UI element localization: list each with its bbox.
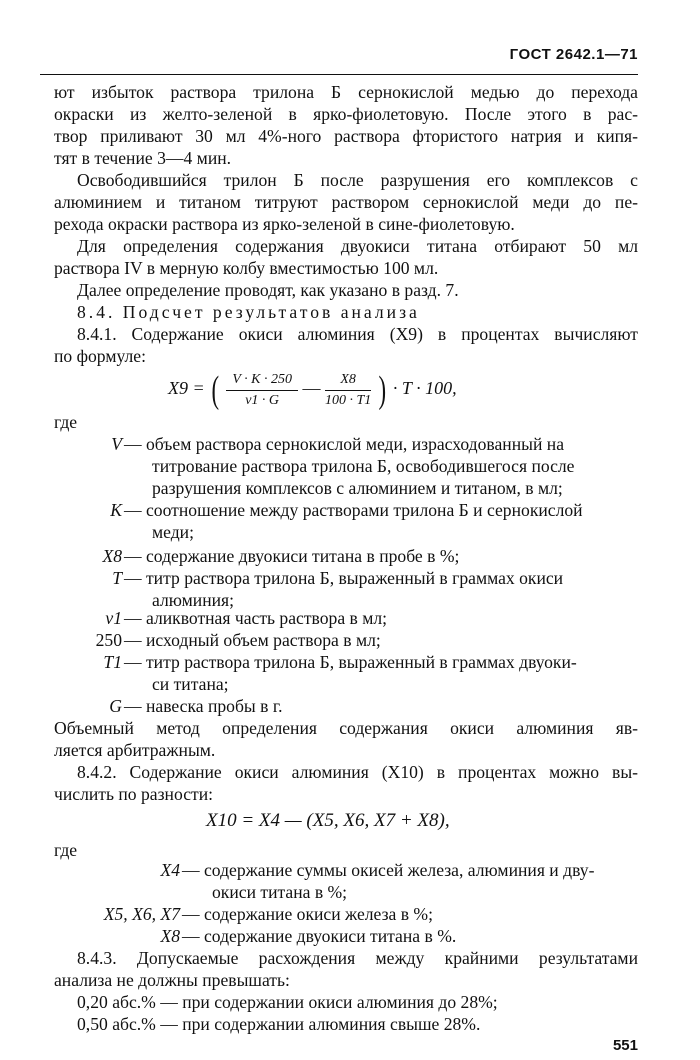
definition-symbol: K: [110, 500, 122, 520]
definition-text: — объем раствора сернокислой меди, израсходованный на: [124, 434, 564, 454]
formula-lhs: X9 =: [168, 378, 205, 399]
where-label: где: [54, 412, 78, 432]
definition-text: — навеска пробы в г.: [124, 696, 283, 716]
page-number: 551: [612, 1037, 638, 1054]
clause-8-4-3-line: 8.4.3. Допускаемые расхождения между крайними результатами: [77, 948, 638, 968]
text-line: по формуле:: [54, 346, 146, 366]
text-line: тят в течение 3—4 мин.: [54, 148, 232, 168]
fraction-2-numerator: X8: [325, 372, 371, 391]
text-line: Для определения содержания двуокиси титана отбирают 50 мл: [77, 236, 638, 256]
formula-x10: X10 = X4 — (X5, X6, X7 + X8),: [206, 810, 450, 831]
fraction-1-numerator: V · K · 250: [226, 372, 298, 391]
clause-8-4-1-text: 8.4.1. Содержание окиси алюминия (X9) в процентах вычисляют: [77, 324, 638, 344]
text-line: 8.4.2. Содержание окиси алюминия (X10) в процентах можно вы-: [77, 762, 638, 782]
section-heading: 8.4. Подсчет результатов анализа: [77, 302, 420, 322]
definition-text: разрушения комплексов с алюминием и титаном, в мл;: [152, 478, 563, 498]
minus-sign: —: [302, 378, 321, 399]
definition-text: — содержание двуокиси титана в %.: [182, 926, 457, 946]
fraction-2: [325, 372, 371, 409]
page-header: [40, 42, 638, 75]
formula-x9: [168, 368, 457, 412]
text-line: Далее определение проводят, как указано в разд. 7.: [77, 280, 459, 300]
definition-text: — исходный объем раствора в мл;: [124, 630, 381, 650]
definition-symbol: T1: [103, 652, 122, 672]
definition-symbol: 250: [95, 630, 122, 650]
definition-text: титрование раствора трилона Б, освободившегося после: [152, 456, 575, 476]
right-paren: ): [378, 369, 386, 411]
text-line: [77, 324, 638, 344]
fraction-2-denominator: 100 · T1: [324, 392, 372, 408]
text-line: ляется арбитражным.: [54, 740, 216, 760]
definition-symbol: T: [112, 568, 122, 588]
definition-symbol: V: [111, 434, 122, 454]
formula-tail: · T · 100,: [392, 378, 457, 399]
definition-symbol: G: [109, 696, 122, 716]
standard-code: ГОСТ 2642.1—71: [509, 46, 638, 63]
definition-text: алюминия;: [152, 590, 235, 610]
where-label: где: [54, 840, 78, 860]
definition-text: — соотношение между растворами трилона Б и сернокислой: [124, 500, 583, 520]
left-paren: (: [211, 369, 220, 411]
text-line: алюминием и титаном титруют раствором сернокислой меди до пе-: [54, 192, 638, 212]
definition-symbol: v1: [105, 608, 122, 628]
clause-8-4-3-line: анализа не должны превышать:: [54, 970, 290, 990]
text-line: Освободившийся трилон Б после разрушения его комплексов с: [77, 170, 638, 190]
definition-text: — содержание суммы окисей железа, алюминия и дву-: [182, 860, 595, 880]
clause-8-4-3-line: 0,20 абс.% — при содержании окиси алюминия до 28%;: [77, 992, 498, 1012]
text-line: ют избыток раствора трилона Б сернокислой медью до перехода: [54, 82, 638, 102]
definition-text: — содержание окиси железа в %;: [182, 904, 433, 924]
definition-symbol: X8: [102, 546, 122, 566]
definition-text: — аликвотная часть раствора в мл;: [124, 608, 388, 628]
text-line: рехода окраски раствора из ярко-зеленой в сине-фиолетовую.: [54, 214, 515, 234]
text-line: окраски из желто-зеленой в ярко-фиолетовую. После этого в рас-: [54, 104, 638, 124]
definition-symbol: X4: [160, 860, 180, 880]
text-line: Объемный метод определения содержания окиси алюминия яв-: [54, 718, 638, 738]
definition-symbol: X8: [160, 926, 180, 946]
definition-text: меди;: [152, 522, 194, 542]
text-line: числить по разности:: [54, 784, 213, 804]
fraction-1: [226, 372, 298, 409]
definition-symbol: X5, X6, X7: [103, 904, 180, 924]
definition-text: си титана;: [152, 674, 229, 694]
definition-text: окиси титана в %;: [212, 882, 348, 902]
fraction-1-denominator: v1 · G: [245, 392, 280, 408]
definition-text: — содержание двуокиси титана в пробе в %;: [124, 546, 460, 566]
text-line: раствора IV в мерную колбу вместимостью 100 мл.: [54, 258, 439, 278]
definition-text: — титр раствора трилона Б, выраженный в граммах окиси: [124, 568, 564, 588]
definition-text: — титр раствора трилона Б, выраженный в граммах двуоки-: [124, 652, 577, 672]
clause-8-4-3-line: 0,50 абс.% — при содержании алюминия свыше 28%.: [77, 1014, 481, 1034]
text-line: твор приливают 30 мл 4%-ного раствора фтористого натрия и кипя-: [54, 126, 638, 146]
